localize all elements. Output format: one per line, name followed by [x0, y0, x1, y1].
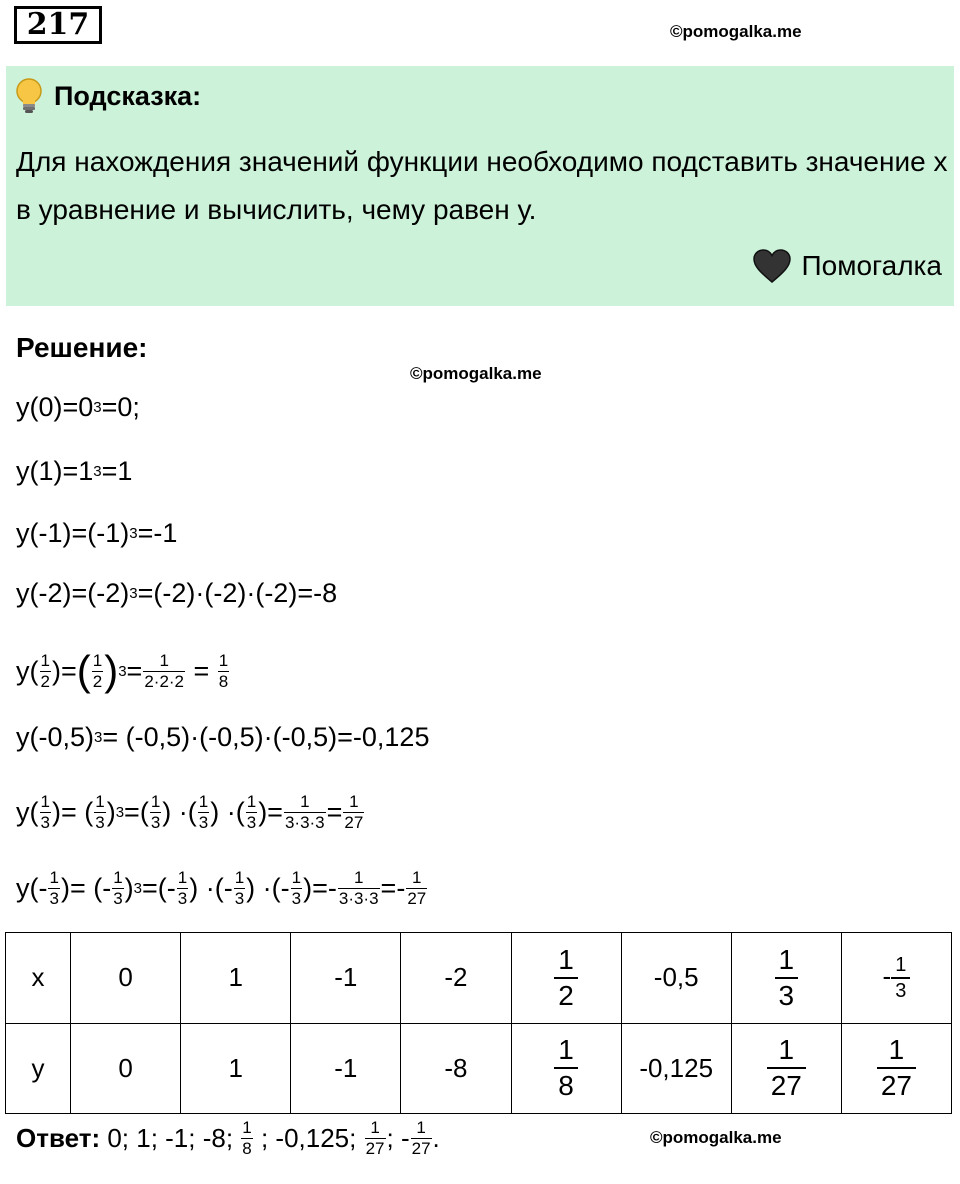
table-cell: $\frac{1}{8}$ [511, 1023, 621, 1114]
fraction: $\frac{1}{3}$ [49, 867, 59, 908]
fraction: $\frac{1}{3}$ [246, 791, 257, 832]
signature [752, 248, 942, 284]
table-row-y [6, 1023, 952, 1114]
fraction: $\frac{1}{2}$ [92, 650, 103, 691]
table-header-y: у [6, 1023, 71, 1114]
solution-line-4: у(-2)=(-2) 3 =(-2)·(-2)·(-2)=-8 [16, 578, 338, 608]
lightbulb-icon [14, 78, 44, 114]
table-cell: $\frac{1}{27}$ [731, 1023, 841, 1114]
table-cell: -0,125 [621, 1023, 731, 1114]
fraction: $\frac{1}{27}$ [411, 1118, 431, 1158]
table-row-x [6, 933, 952, 1024]
table-cell: -1 [291, 1023, 401, 1114]
watermark: ©pomogalka.me [650, 1128, 782, 1147]
fraction: $\frac{1}{27}$ [344, 791, 364, 832]
solution-line-5: у( $\frac{1}{2}$ )= ( $\frac{1}{2}$ ) 3 = $\frac{1}{2\cdot 2\cdot 2}$ = $\frac{1}{8}$ [16, 647, 229, 694]
answer-label: Ответ: [16, 1123, 101, 1153]
fraction: $\frac{1}{3}$ [234, 867, 245, 908]
table-cell: -2 [401, 933, 511, 1024]
values-table [5, 932, 952, 1114]
signature-text: Помогалка [801, 250, 942, 281]
table-cell: $\frac{1}{2}$ [511, 933, 621, 1024]
fraction: $\frac{1}{3}$ [40, 791, 50, 832]
table-cell: -0,5 [621, 933, 731, 1024]
hint-title [14, 78, 201, 114]
table-cell: -1 [291, 933, 401, 1024]
table-cell: 0 [71, 1023, 181, 1114]
table-cell: -8 [401, 1023, 511, 1114]
table-cell: 1 [181, 933, 291, 1024]
solution-line-1: у(0)=0 3 =0; [16, 392, 140, 422]
table-cell: - $\frac{1}{3}$ [841, 933, 951, 1024]
fraction: $\frac{1}{3\cdot 3\cdot 3}$ [338, 867, 379, 908]
solution-line-3: у(-1)=(-1) 3 =-1 [16, 518, 178, 548]
fraction: $\frac{1}{3}$ [177, 867, 188, 908]
solution-line-7: у( $\frac{1}{3}$ )= ( $\frac{1}{3}$ ) 3 =( $\frac{1}{3}$ ) ·( $\frac{1}{3}$ ) ·( $\frac{1}{3}$ )= $\frac{1}{3\cdot 3\cdot 3}$ = $\frac{1}{27}$ [16, 791, 364, 832]
watermark: ©pomogalka.me [410, 364, 542, 383]
fraction: $\frac{1}{3}$ [291, 867, 302, 908]
solution-title: Решение: [16, 332, 148, 363]
solution-line-6: у(-0,5) 3 = (-0,5)·(-0,5)·(-0,5)=-0,125 [16, 722, 430, 752]
fraction: $\frac{1}{3}$ [95, 791, 105, 832]
fraction: $\frac{1}{8}$ [218, 650, 229, 691]
hint-title-text: Подсказка: [54, 80, 202, 111]
fraction: $\frac{1}{3}$ [198, 791, 209, 832]
heart-icon [752, 248, 792, 284]
fraction: $\frac{1}{27}$ [365, 1118, 385, 1158]
table-cell: $\frac{1}{27}$ [841, 1023, 951, 1114]
fraction: $\frac{1}{2\cdot 2\cdot 2}$ [144, 650, 185, 691]
table-cell: $\frac{1}{3}$ [731, 933, 841, 1024]
fraction: $\frac{1}{8}$ [242, 1118, 252, 1158]
fraction: $\frac{1}{2}$ [40, 650, 50, 691]
table-cell: 1 [181, 1023, 291, 1114]
problem-number: 217 [14, 6, 102, 44]
solution-line-2: у(1)=1 3 =1 [16, 456, 133, 486]
fraction: $\frac{1}{27}$ [407, 867, 427, 908]
fraction: $\frac{1}{3\cdot 3\cdot 3}$ [284, 791, 325, 832]
table-cell: 0 [71, 933, 181, 1024]
answer: Ответ: 0; 1; -1; -8; $\frac{1}{8}$ ; -0,125; $\frac{1}{27}$ ; - $\frac{1}{27}$ . [16, 1118, 440, 1158]
solution-line-8: у(- $\frac{1}{3}$ )= (- $\frac{1}{3}$ ) 3 =(- $\frac{1}{3}$ ) ·(- $\frac{1}{3}$ ) ·(- $\frac{1}{3}$ )=- $\frac{1}{3\cdot 3\cdot 3}$ =- $\frac{1}{27}$ [16, 867, 427, 908]
table-header-x: х [6, 933, 71, 1024]
fraction: $\frac{1}{3}$ [150, 791, 161, 832]
fraction: $\frac{1}{3}$ [113, 867, 123, 908]
watermark: ©pomogalka.me [670, 22, 802, 41]
hint-text: Для нахождения значений функции необходимо подставить значение х в уравнение и вычислить, чему равен у. [16, 146, 948, 225]
